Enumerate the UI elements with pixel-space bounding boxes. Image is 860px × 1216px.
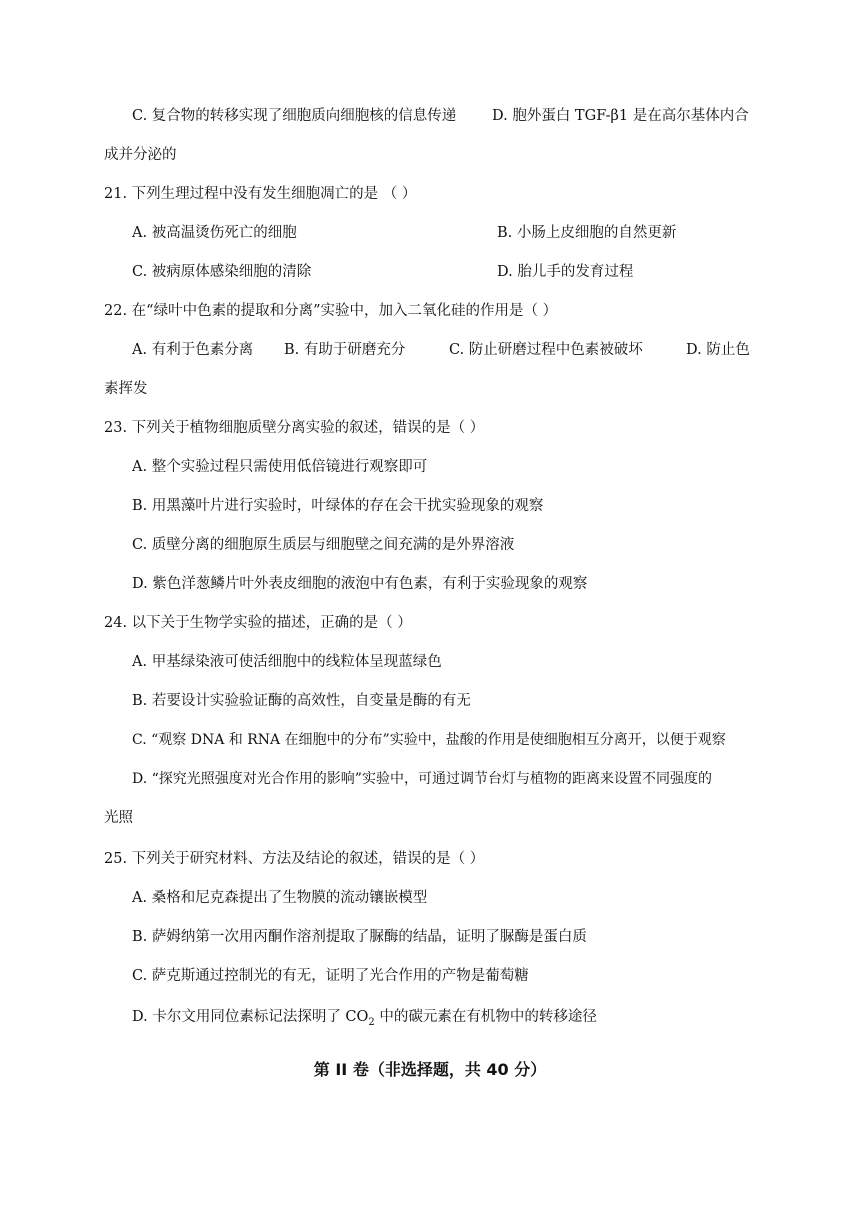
- q20-option-d: D. 胞外蛋白 TGF-β1 是在高尔基体内合: [492, 108, 749, 124]
- q20-option-c-line: [0, 106, 860, 126]
- q25-option-a: A. 桑格和尼克森提出了生物膜的流动镶嵌模型: [132, 890, 428, 906]
- q24-option-d-continued: 光照: [104, 810, 133, 826]
- q25-option-c: C. 萨克斯通过控制光的有无，证明了光合作用的产物是葡萄糖: [132, 968, 529, 984]
- q24-option-a: A. 甲基绿染液可使活细胞中的线粒体呈现蓝绿色: [132, 654, 442, 670]
- q21-options-row1: [0, 223, 860, 243]
- q25-option-d-text-post: 中的碳元素在有机物中的转移途径: [374, 1009, 597, 1025]
- q21-option-d: D. 胎儿手的发育过程: [497, 264, 634, 280]
- q21-option-c: C. 被病原体感染细胞的清除: [132, 264, 312, 280]
- q23-option-b: B. 用黑藻叶片进行实验时，叶绿体的存在会干扰实验现象的观察: [132, 498, 544, 514]
- q21-option-a: A. 被高温烫伤死亡的细胞: [132, 225, 297, 241]
- section-title: 第 II 卷（非选择题，共 40 分）: [313, 1060, 547, 1079]
- q21-options-row2: [0, 262, 860, 282]
- q25-option-d-subscript: 2: [368, 1016, 375, 1028]
- q25-option-d-text-pre: D. 卡尔文用同位素标记法探明了 CO: [132, 1009, 369, 1025]
- q22-option-d-continued: 素挥发: [104, 381, 148, 397]
- q25-option-d: [0, 1007, 860, 1033]
- question-23: 23. 下列关于植物细胞质壁分离实验的叙述，错误的是（ ）: [104, 420, 485, 436]
- q24-option-b: B. 若要设计实验验证酶的高效性，自变量是酶的有无: [132, 693, 471, 709]
- q20-option-d-continued: 成并分泌的: [104, 147, 177, 163]
- q23-option-d: D. 紫色洋葱鳞片叶外表皮细胞的液泡中有色素，有利于实验现象的观察: [132, 576, 588, 592]
- q21-option-b: B. 小肠上皮细胞的自然更新: [497, 225, 677, 241]
- question-24: 24. 以下关于生物学实验的描述，正确的是（ ）: [104, 615, 412, 631]
- q22-option-b: B. 有助于研磨充分: [284, 342, 406, 358]
- q22-option-a: A. 有利于色素分离: [132, 342, 254, 358]
- question-21: 21. 下列生理过程中没有发生细胞凋亡的是 （ ）: [104, 186, 417, 202]
- q25-option-b: B. 萨姆纳第一次用丙酮作溶剂提取了脲酶的结晶，证明了脲酶是蛋白质: [132, 929, 587, 945]
- q23-option-a: A. 整个实验过程只需使用低倍镜进行观察即可: [132, 459, 428, 475]
- q22-option-d: D. 防止色: [686, 342, 750, 358]
- question-22: 22. 在“绿叶中色素的提取和分离”实验中，加入二氧化硅的作用是（ ）: [104, 303, 558, 319]
- q23-option-c: C. 质壁分离的细胞原生质层与细胞壁之间充满的是外界溶液: [132, 537, 515, 553]
- q24-option-c: C. “观察 DNA 和 RNA 在细胞中的分布”实验中，盐酸的作用是使细胞相互分离开，以便于观察: [132, 732, 726, 748]
- q22-option-c: C. 防止研磨过程中色素被破坏: [449, 342, 643, 358]
- q20-option-c: C. 复合物的转移实现了细胞质向细胞核的信息传递: [132, 108, 457, 124]
- question-25: 25. 下列关于研究材料、方法及结论的叙述，错误的是（ ）: [104, 851, 485, 867]
- q24-option-d: D. “探究光照强度对光合作用的影响”实验中，可通过调节台灯与植物的距离来设置不同强度的: [132, 771, 712, 787]
